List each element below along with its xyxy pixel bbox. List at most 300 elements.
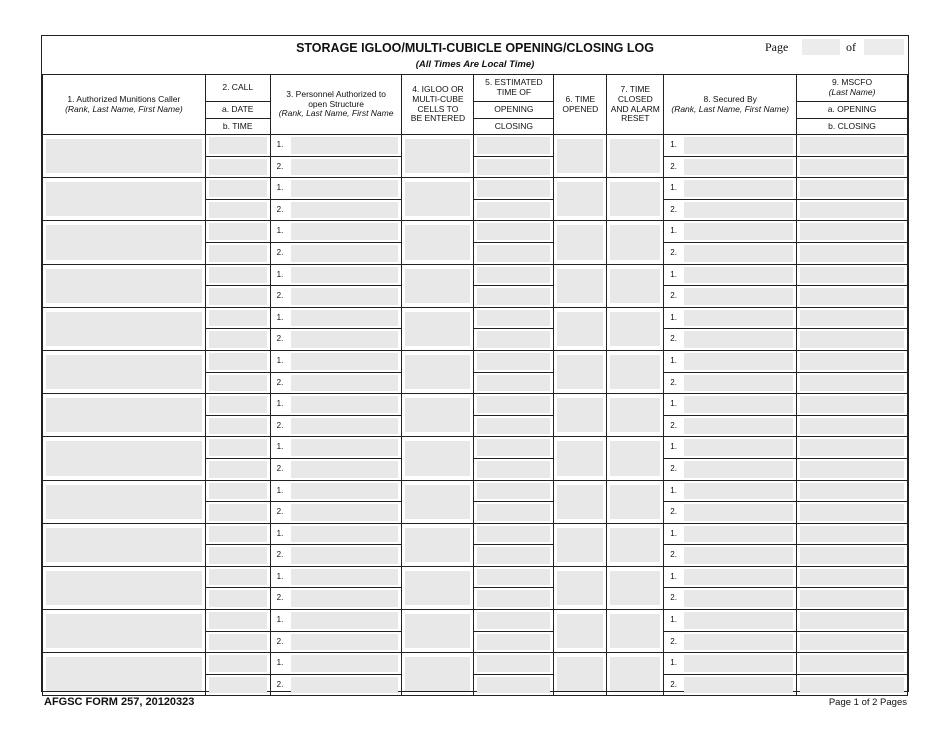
- col-header-time-opened: 6. TIME OPENED: [554, 75, 607, 135]
- time-closed-field-input[interactable]: [610, 269, 660, 303]
- call-time-field-input[interactable]: [209, 590, 267, 607]
- est-opening-field-input[interactable]: [477, 655, 550, 672]
- mscfo-closing-field: [797, 458, 908, 480]
- personnel-field: [270, 372, 402, 394]
- mscfo-opening-field: [797, 264, 908, 286]
- line-number: 2.: [276, 204, 284, 214]
- est-closing-field-input[interactable]: [477, 288, 550, 305]
- call-date-field-input[interactable]: [209, 396, 267, 413]
- call-time-field-input[interactable]: [209, 288, 267, 305]
- call-time-field-input[interactable]: [209, 331, 267, 348]
- personnel-field: [270, 653, 402, 675]
- call-date-field: [205, 394, 270, 416]
- secured-by-field: [664, 610, 797, 632]
- personnel-field-input[interactable]: [291, 353, 399, 370]
- call-time-field-input[interactable]: [209, 159, 267, 176]
- personnel-field-input[interactable]: [291, 590, 399, 607]
- personnel-field-input[interactable]: [291, 655, 399, 672]
- time-opened-field-input[interactable]: [557, 485, 603, 519]
- col-header-mscfo: 9. MSCFO (Last Name): [797, 75, 908, 102]
- est-closing-field: [474, 502, 554, 524]
- line-number: 1.: [670, 355, 677, 365]
- est-closing-field: [474, 242, 554, 264]
- est-closing-field-input[interactable]: [477, 202, 550, 219]
- est-opening-field-input[interactable]: [477, 267, 550, 284]
- mscfo-opening-field-input[interactable]: [800, 569, 904, 586]
- call-time-field: [205, 545, 270, 567]
- line-number: 1.: [276, 355, 284, 365]
- personnel-field: [270, 264, 402, 286]
- time-closed-field: [607, 350, 664, 393]
- cells-field-input[interactable]: [405, 485, 470, 519]
- caller-field: [43, 135, 206, 178]
- est-opening-field-input[interactable]: [477, 569, 550, 586]
- caller-field-input[interactable]: [46, 225, 202, 259]
- secured-by-field-input[interactable]: [684, 461, 793, 478]
- cells-field-input[interactable]: [405, 398, 470, 432]
- est-opening-field-input[interactable]: [477, 180, 550, 197]
- mscfo-closing-field-input[interactable]: [800, 590, 904, 607]
- est-opening-field-input[interactable]: [477, 137, 550, 154]
- personnel-field: [270, 156, 402, 178]
- time-opened-field-input[interactable]: [557, 528, 603, 562]
- cells-field-input[interactable]: [405, 312, 470, 346]
- time-closed-field-input[interactable]: [610, 614, 660, 648]
- mscfo-opening-field: [797, 480, 908, 502]
- call-time-field: [205, 502, 270, 524]
- form-title: STORAGE IGLOO/MULTI-CUBICLE OPENING/CLOSING LOG: [296, 41, 654, 55]
- time-opened-field-input[interactable]: [557, 225, 603, 259]
- call-date-field-input[interactable]: [209, 267, 267, 284]
- time-opened-field-input[interactable]: [557, 657, 603, 691]
- personnel-field: [270, 242, 402, 264]
- time-closed-field: [607, 264, 664, 307]
- call-time-field-input[interactable]: [209, 245, 267, 262]
- call-date-field-input[interactable]: [209, 439, 267, 456]
- est-closing-field: [474, 372, 554, 394]
- line-number: 2.: [670, 463, 677, 473]
- call-date-field-input[interactable]: [209, 310, 267, 327]
- mscfo-closing-field: [797, 199, 908, 221]
- secured-by-field-input[interactable]: [684, 418, 793, 435]
- mscfo-closing-field: [797, 286, 908, 308]
- mscfo-closing-field-input[interactable]: [800, 331, 904, 348]
- est-opening-field-input[interactable]: [477, 396, 550, 413]
- time-closed-field: [607, 221, 664, 264]
- time-closed-field-input[interactable]: [610, 485, 660, 519]
- line-number: 2.: [670, 334, 677, 344]
- cells-field-input[interactable]: [405, 269, 470, 303]
- cells-field: [402, 221, 474, 264]
- secured-by-field-input[interactable]: [684, 677, 793, 694]
- secured-by-field-input[interactable]: [684, 634, 793, 651]
- personnel-field-input[interactable]: [291, 310, 399, 327]
- secured-by-field-input[interactable]: [684, 159, 793, 176]
- est-closing-field-input[interactable]: [477, 331, 550, 348]
- est-opening-field: [474, 350, 554, 372]
- time-closed-field-input[interactable]: [610, 312, 660, 346]
- mscfo-opening-field-input[interactable]: [800, 396, 904, 413]
- time-opened-field: [554, 566, 607, 609]
- personnel-field: [270, 458, 402, 480]
- secured-by-field: [664, 502, 797, 524]
- time-closed-field-input[interactable]: [610, 355, 660, 389]
- est-closing-field-input[interactable]: [477, 375, 550, 392]
- caller-field-input[interactable]: [46, 355, 202, 389]
- est-closing-field-input[interactable]: [477, 590, 550, 607]
- call-time-field: [205, 286, 270, 308]
- line-number: 1.: [670, 312, 677, 322]
- secured-by-field: [664, 631, 797, 653]
- mscfo-opening-field-input[interactable]: [800, 483, 904, 500]
- mscfo-opening-field-input[interactable]: [800, 526, 904, 543]
- time-opened-field: [554, 394, 607, 437]
- time-closed-field: [607, 566, 664, 609]
- line-number: 2.: [276, 593, 284, 603]
- time-closed-field-input[interactable]: [610, 398, 660, 432]
- est-opening-field-input[interactable]: [477, 526, 550, 543]
- secured-by-field-input[interactable]: [684, 137, 793, 154]
- personnel-field-input[interactable]: [291, 288, 399, 305]
- personnel-field-input[interactable]: [291, 159, 399, 176]
- mscfo-closing-field: [797, 415, 908, 437]
- secured-by-field-input[interactable]: [684, 504, 793, 521]
- time-closed-field-input[interactable]: [610, 571, 660, 605]
- mscfo-closing-field: [797, 329, 908, 351]
- secured-by-field-input[interactable]: [684, 569, 793, 586]
- cells-field-input[interactable]: [405, 225, 470, 259]
- secured-by-field-input[interactable]: [684, 396, 793, 413]
- time-opened-field-input[interactable]: [557, 571, 603, 605]
- cells-field: [402, 178, 474, 221]
- secured-by-field-input[interactable]: [684, 288, 793, 305]
- time-closed-field: [607, 610, 664, 653]
- caller-field: [43, 264, 206, 307]
- secured-by-field: [664, 156, 797, 178]
- log-entry-row: [43, 264, 908, 286]
- secured-by-field-input[interactable]: [684, 267, 793, 284]
- caller-field: [43, 610, 206, 653]
- personnel-field-input[interactable]: [291, 202, 399, 219]
- call-time-field-input[interactable]: [209, 418, 267, 435]
- call-time-field-input[interactable]: [209, 375, 267, 392]
- cells-field-input[interactable]: [405, 182, 470, 216]
- form-subtitle: (All Times Are Local Time): [415, 59, 535, 70]
- est-opening-field-input[interactable]: [477, 310, 550, 327]
- call-date-field-input[interactable]: [209, 180, 267, 197]
- time-closed-field: [607, 523, 664, 566]
- personnel-field: [270, 199, 402, 221]
- secured-by-field-input[interactable]: [684, 590, 793, 607]
- col-header-personnel: 3. Personnel Authorized to open Structure (Rank, Last Name, First Name: [270, 75, 402, 135]
- page-number-field[interactable]: [802, 39, 840, 55]
- secured-by-field-input[interactable]: [684, 310, 793, 327]
- call-date-field: [205, 653, 270, 675]
- call-date-field-input[interactable]: [209, 483, 267, 500]
- est-opening-field: [474, 394, 554, 416]
- log-entry-row: [43, 523, 908, 545]
- caller-field-input[interactable]: [46, 657, 202, 691]
- cells-field-input[interactable]: [405, 571, 470, 605]
- mscfo-opening-field-input[interactable]: [800, 439, 904, 456]
- time-opened-field-input[interactable]: [557, 312, 603, 346]
- mscfo-closing-field-input[interactable]: [800, 504, 904, 521]
- log-entry-row: [43, 653, 908, 675]
- caller-field-input[interactable]: [46, 269, 202, 303]
- secured-by-field-input[interactable]: [684, 223, 793, 240]
- col-header-time: b. TIME: [205, 119, 270, 135]
- est-closing-field: [474, 545, 554, 567]
- est-closing-field-input[interactable]: [477, 634, 550, 651]
- cells-field-input[interactable]: [405, 528, 470, 562]
- mscfo-closing-field-input[interactable]: [800, 677, 904, 694]
- mscfo-closing-field: [797, 502, 908, 524]
- time-closed-field-input[interactable]: [610, 182, 660, 216]
- cells-field: [402, 653, 474, 696]
- personnel-field-input[interactable]: [291, 223, 399, 240]
- caller-field-input[interactable]: [46, 441, 202, 475]
- call-time-field: [205, 372, 270, 394]
- call-time-field-input[interactable]: [209, 202, 267, 219]
- est-closing-field-input[interactable]: [477, 504, 550, 521]
- caller-field-input[interactable]: [46, 614, 202, 648]
- mscfo-opening-field-input[interactable]: [800, 267, 904, 284]
- cells-field: [402, 350, 474, 393]
- est-opening-field-input[interactable]: [477, 223, 550, 240]
- secured-by-field-input[interactable]: [684, 180, 793, 197]
- personnel-field-input[interactable]: [291, 504, 399, 521]
- secured-by-field-input[interactable]: [684, 655, 793, 672]
- est-closing-field-input[interactable]: [477, 677, 550, 694]
- personnel-field-input[interactable]: [291, 137, 399, 154]
- est-opening-field-input[interactable]: [477, 439, 550, 456]
- time-opened-field-input[interactable]: [557, 269, 603, 303]
- line-number: 2.: [276, 247, 284, 257]
- call-time-field-input[interactable]: [209, 461, 267, 478]
- line-number: 1.: [670, 658, 677, 668]
- secured-by-field-input[interactable]: [684, 202, 793, 219]
- mscfo-opening-field: [797, 523, 908, 545]
- call-time-field-input[interactable]: [209, 634, 267, 651]
- mscfo-opening-field: [797, 221, 908, 243]
- cells-field-input[interactable]: [405, 614, 470, 648]
- est-opening-field: [474, 566, 554, 588]
- caller-field-input[interactable]: [46, 182, 202, 216]
- time-closed-field-input[interactable]: [610, 657, 660, 691]
- cells-field: [402, 610, 474, 653]
- time-closed-field-input[interactable]: [610, 528, 660, 562]
- line-number: 2.: [670, 161, 677, 171]
- personnel-field-input[interactable]: [291, 526, 399, 543]
- line-number: 1.: [670, 571, 677, 581]
- est-closing-field: [474, 674, 554, 696]
- line-number: 1.: [276, 140, 284, 149]
- time-closed-field-input[interactable]: [610, 139, 660, 173]
- secured-by-field: [664, 221, 797, 243]
- est-closing-field-input[interactable]: [477, 245, 550, 262]
- personnel-field: [270, 437, 402, 459]
- personnel-field: [270, 307, 402, 329]
- time-opened-field: [554, 307, 607, 350]
- cells-field: [402, 307, 474, 350]
- secured-by-field-input[interactable]: [684, 439, 793, 456]
- call-date-field-input[interactable]: [209, 655, 267, 672]
- time-opened-field-input[interactable]: [557, 182, 603, 216]
- est-opening-field-input[interactable]: [477, 483, 550, 500]
- personnel-field-input[interactable]: [291, 439, 399, 456]
- mscfo-closing-field-input[interactable]: [800, 547, 904, 564]
- call-date-field-input[interactable]: [209, 223, 267, 240]
- line-number: 1.: [670, 485, 677, 495]
- page-count: Page 1 of 2 Pages: [828, 697, 907, 708]
- line-number: 2.: [670, 679, 677, 689]
- mscfo-closing-field-input[interactable]: [800, 159, 904, 176]
- personnel-field-input[interactable]: [291, 547, 399, 564]
- cells-field-input[interactable]: [405, 441, 470, 475]
- secured-by-field-input[interactable]: [684, 526, 793, 543]
- mscfo-opening-field-input[interactable]: [800, 223, 904, 240]
- mscfo-closing-field-input[interactable]: [800, 418, 904, 435]
- call-date-field-input[interactable]: [209, 612, 267, 629]
- call-time-field: [205, 588, 270, 610]
- secured-by-field: [664, 545, 797, 567]
- time-opened-field-input[interactable]: [557, 139, 603, 173]
- time-closed-field-input[interactable]: [610, 441, 660, 475]
- mscfo-closing-field-input[interactable]: [800, 461, 904, 478]
- personnel-field-input[interactable]: [291, 677, 399, 694]
- secured-by-field-input[interactable]: [684, 245, 793, 262]
- page-total-field[interactable]: [864, 39, 904, 55]
- call-date-field-input[interactable]: [209, 569, 267, 586]
- personnel-field-input[interactable]: [291, 267, 399, 284]
- col-header-time-closed: 7. TIME CLOSED AND ALARM RESET: [607, 75, 664, 135]
- log-entry-row: [43, 480, 908, 502]
- mscfo-opening-field-input[interactable]: [800, 655, 904, 672]
- mscfo-opening-field-input[interactable]: [800, 310, 904, 327]
- call-time-field: [205, 458, 270, 480]
- personnel-field-input[interactable]: [291, 569, 399, 586]
- cells-field-input[interactable]: [405, 355, 470, 389]
- personnel-field-input[interactable]: [291, 461, 399, 478]
- of-label: of: [846, 40, 856, 54]
- secured-by-field-input[interactable]: [684, 483, 793, 500]
- est-opening-field: [474, 264, 554, 286]
- personnel-field-input[interactable]: [291, 634, 399, 651]
- call-date-field: [205, 307, 270, 329]
- est-closing-field-input[interactable]: [477, 461, 550, 478]
- log-table: [42, 74, 908, 696]
- call-date-field-input[interactable]: [209, 353, 267, 370]
- est-opening-field: [474, 437, 554, 459]
- caller-field-input[interactable]: [46, 398, 202, 432]
- call-time-field-input[interactable]: [209, 677, 267, 694]
- personnel-field: [270, 221, 402, 243]
- cells-field-input[interactable]: [405, 139, 470, 173]
- mscfo-closing-field-input[interactable]: [800, 375, 904, 392]
- mscfo-closing-field-input[interactable]: [800, 202, 904, 219]
- personnel-field: [270, 350, 402, 372]
- call-time-field-input[interactable]: [209, 547, 267, 564]
- mscfo-closing-field-input[interactable]: [800, 288, 904, 305]
- secured-by-field: [664, 329, 797, 351]
- time-opened-field: [554, 523, 607, 566]
- mscfo-closing-field: [797, 631, 908, 653]
- log-entry-row: [43, 566, 908, 588]
- cells-field: [402, 523, 474, 566]
- secured-by-field-input[interactable]: [684, 612, 793, 629]
- line-number: 2.: [670, 377, 677, 387]
- personnel-field-input[interactable]: [291, 375, 399, 392]
- mscfo-opening-field-input[interactable]: [800, 137, 904, 154]
- cells-field-input[interactable]: [405, 657, 470, 691]
- line-number: 2.: [276, 550, 284, 560]
- mscfo-opening-field-input[interactable]: [800, 353, 904, 370]
- time-opened-field-input[interactable]: [557, 441, 603, 475]
- personnel-field-input[interactable]: [291, 331, 399, 348]
- log-entry-row: [43, 307, 908, 329]
- secured-by-field-input[interactable]: [684, 375, 793, 392]
- personnel-field-input[interactable]: [291, 180, 399, 197]
- log-form: [41, 35, 909, 692]
- personnel-field: [270, 610, 402, 632]
- line-number: 1.: [670, 140, 677, 149]
- col-header-secured-by: 8. Secured By (Rank, Last Name, First Name): [664, 75, 797, 135]
- call-time-field: [205, 631, 270, 653]
- mscfo-opening-field-input[interactable]: [800, 180, 904, 197]
- caller-field-input[interactable]: [46, 312, 202, 346]
- time-opened-field-input[interactable]: [557, 398, 603, 432]
- cells-field: [402, 566, 474, 609]
- caller-field-input[interactable]: [46, 528, 202, 562]
- personnel-field-input[interactable]: [291, 612, 399, 629]
- personnel-field-input[interactable]: [291, 418, 399, 435]
- secured-by-field: [664, 415, 797, 437]
- secured-by-field: [664, 437, 797, 459]
- est-closing-field-input[interactable]: [477, 159, 550, 176]
- line-number: 2.: [276, 161, 284, 171]
- mscfo-opening-field: [797, 394, 908, 416]
- est-opening-field-input[interactable]: [477, 353, 550, 370]
- secured-by-field-input[interactable]: [684, 353, 793, 370]
- personnel-field-input[interactable]: [291, 245, 399, 262]
- personnel-field-input[interactable]: [291, 483, 399, 500]
- call-time-field-input[interactable]: [209, 504, 267, 521]
- caller-field-input[interactable]: [46, 485, 202, 519]
- call-date-field-input[interactable]: [209, 526, 267, 543]
- mscfo-opening-field-input[interactable]: [800, 612, 904, 629]
- est-closing-field-input[interactable]: [477, 418, 550, 435]
- caller-field-input[interactable]: [46, 571, 202, 605]
- personnel-field: [270, 566, 402, 588]
- mscfo-closing-field-input[interactable]: [800, 245, 904, 262]
- est-closing-field: [474, 458, 554, 480]
- personnel-field-input[interactable]: [291, 396, 399, 413]
- time-closed-field-input[interactable]: [610, 225, 660, 259]
- log-entry-row: [43, 178, 908, 200]
- time-opened-field-input[interactable]: [557, 614, 603, 648]
- est-opening-field-input[interactable]: [477, 612, 550, 629]
- call-date-field-input[interactable]: [209, 137, 267, 154]
- line-number: 2.: [670, 204, 677, 214]
- est-closing-field-input[interactable]: [477, 547, 550, 564]
- secured-by-field: [664, 178, 797, 200]
- log-entry-row: [43, 221, 908, 243]
- mscfo-closing-field-input[interactable]: [800, 634, 904, 651]
- secured-by-field-input[interactable]: [684, 547, 793, 564]
- time-opened-field-input[interactable]: [557, 355, 603, 389]
- caller-field-input[interactable]: [46, 139, 202, 173]
- secured-by-field-input[interactable]: [684, 331, 793, 348]
